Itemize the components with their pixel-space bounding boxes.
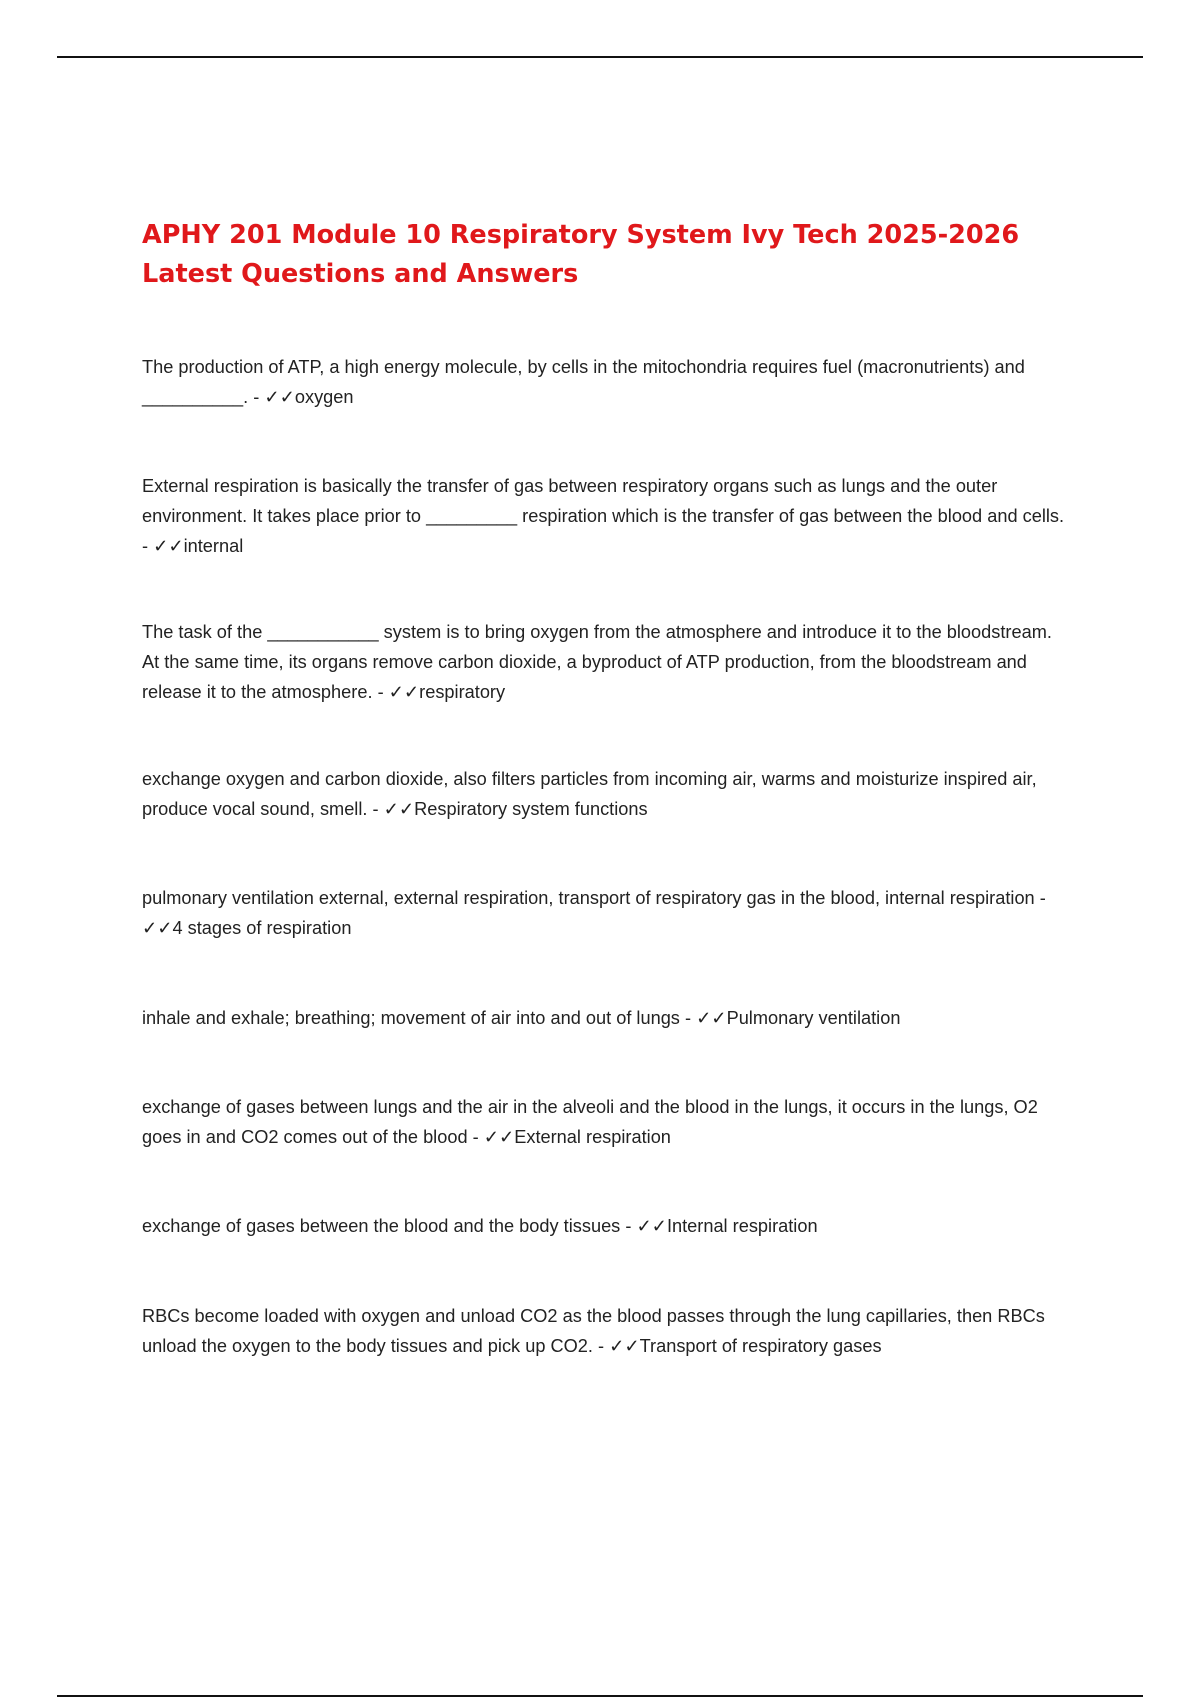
answer-text: Internal respiration [666, 1216, 818, 1236]
answer-text: respiratory [419, 682, 506, 702]
question-text: exchange of gases between the blood and the body tissues [142, 1216, 621, 1236]
qa-item-7 [142, 1092, 1072, 1152]
qa-item-8 [142, 1211, 1072, 1241]
answer-text: Pulmonary ventilation [726, 1008, 901, 1028]
qa-item-5 [142, 883, 1072, 943]
answer-separator: - ✓✓ [372, 682, 420, 702]
qa-item-6 [142, 1003, 1072, 1033]
answer-text: 4 stages of respiration [172, 918, 352, 938]
answer-text: oxygen [294, 387, 354, 407]
answer-separator: - ✓✓ [592, 1336, 640, 1356]
qa-item-2 [142, 471, 1072, 561]
top-rule [57, 56, 1143, 58]
qa-item-9 [142, 1301, 1072, 1361]
answer-separator: - ✓✓ [142, 888, 1046, 938]
bottom-rule [57, 1695, 1143, 1697]
question-text: exchange oxygen and carbon dioxide, also filters particles from incoming air, warms and moisturize inspired air, produce vocal sound, smell. [142, 769, 1037, 819]
answer-separator: - ✓✓ [142, 536, 184, 556]
answer-separator: - ✓✓ [679, 1008, 727, 1028]
answer-separator: - ✓✓ [620, 1216, 667, 1236]
answer-text: internal [183, 536, 244, 556]
question-text: exchange of gases between lungs and the air in the alveoli and the blood in the lungs, it occurs in the lungs, O2 goes in and CO2 comes out of the blood [142, 1097, 1038, 1147]
answer-text: Respiratory system functions [414, 799, 648, 819]
document-title: APHY 201 Module 10 Respiratory System Ivy Tech 2025-2026 Latest Questions and Answers [142, 220, 1020, 289]
question-text: The production of ATP, a high energy molecule, by cells in the mitochondria requires fuel (macronutrients) and __________. [142, 357, 1025, 407]
answer-separator: - ✓✓ [467, 1127, 515, 1147]
qa-item-3 [142, 617, 1072, 707]
answer-text: External respiration [514, 1127, 671, 1147]
question-text: pulmonary ventilation external, external respiration, transport of respiratory gas in the blood, internal respiration [142, 888, 1035, 908]
answer-text: Transport of respiratory gases [639, 1336, 882, 1356]
qa-item-1 [142, 352, 1072, 412]
question-text: The task of the ___________ system is to bring oxygen from the atmosphere and introduce it to the bloodstream. At the same time, its organs remove carbon dioxide, a byproduct of ATP production, from the bloodstream and release it to the atmosphere. [142, 622, 1052, 702]
question-text: RBCs become loaded with oxygen and unload CO2 as the blood passes through the lung capillaries, then RBCs unload the oxygen to the body tissues and pick up CO2. [142, 1306, 1045, 1356]
question-text: inhale and exhale; breathing; movement of air into and out of lungs [142, 1008, 680, 1028]
answer-separator: - ✓✓ [367, 799, 415, 819]
qa-item-4 [142, 764, 1072, 824]
question-text: External respiration is basically the transfer of gas between respiratory organs such as lungs and the outer environment. It takes place prior to _________ respiration which is the transfer of gas between the blood and cells. [142, 476, 1065, 526]
answer-separator: - ✓✓ [248, 387, 295, 407]
